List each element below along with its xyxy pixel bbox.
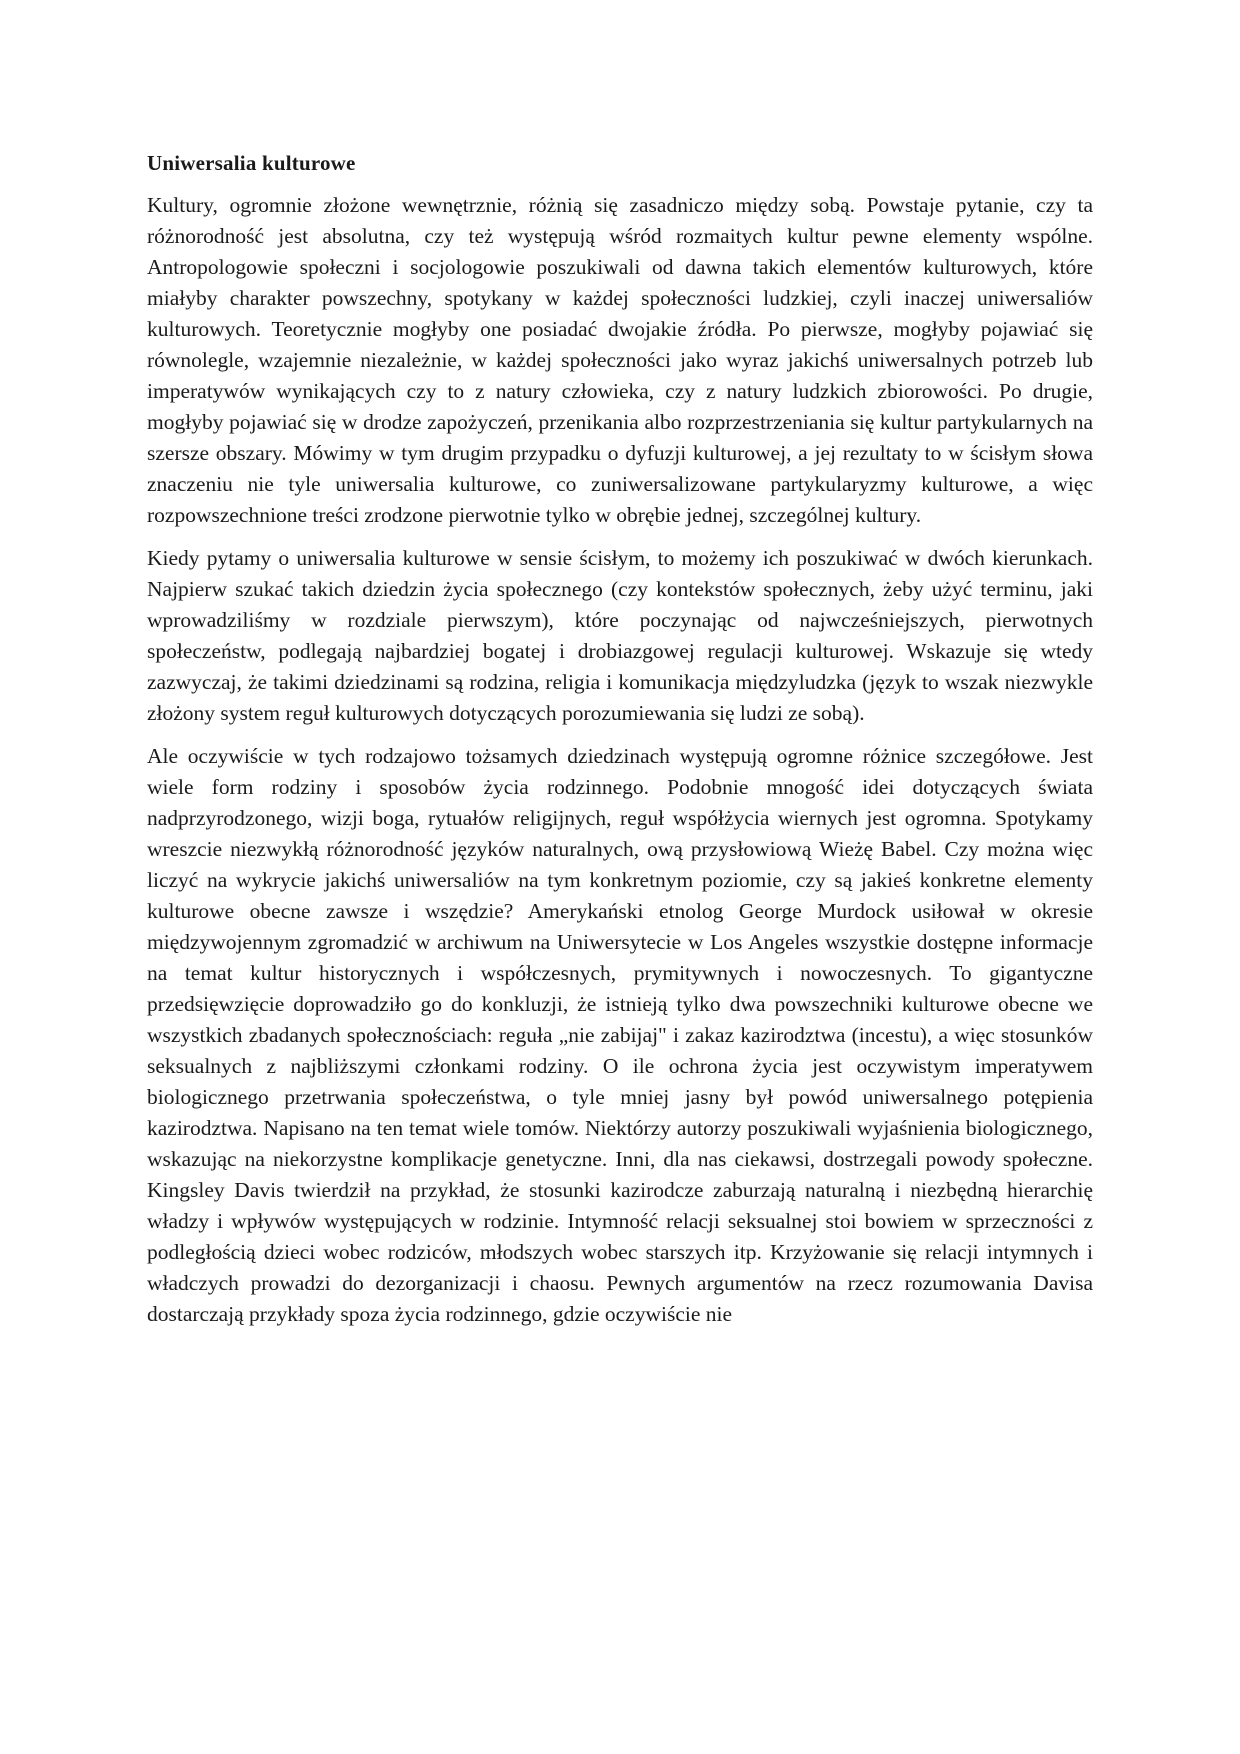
paragraph-1: Kultury, ogromnie złożone wewnętrznie, różnią się zasadniczo między sobą. Powstaje pytanie, czy ta różnorodność jest absolutna, czy też występują wśród rozmaitych kultur pewne elementy wspólne. Antropologowie społeczni i socjologowie poszukiwali od dawna takich elementów kulturowych, które miałyby charakter powszechny, spotykany w każdej społeczności ludzkiej, czyli inaczej uniwersaliów kulturowych. Teoretycznie mogłyby one posiadać dwojakie źródła. Po pierwsze, mogłyby pojawiać się równolegle, wzajemnie niezależnie, w każdej społeczności jako wyraz jakichś uniwersalnych potrzeb lub imperatywów wynikających czy to z natury człowieka, czy z natury ludzkich zbiorowości. Po drugie, mogłyby pojawiać się w drodze zapożyczeń, przenikania albo rozprzestrzeniania się kultur partykularnych na szersze obszary. Mówimy w tym drugim przypadku o dyfuzji kulturowej, a jej rezultaty to w ścisłym słowa znaczeniu nie tyle uniwersalia kulturowe, co zuniwersalizowane partykularyzmy kulturowe, a więc rozpowszechnione treści zrodzone pierwotnie tylko w obrębie jednej, szczególnej kultury. [147, 193, 1093, 527]
paragraph-2: Kiedy pytamy o uniwersalia kulturowe w sensie ścisłym, to możemy ich poszukiwać w dwóch kierunkach. Najpierw szukać takich dziedzin życia społecznego (czy kontekstów społecznych, żeby użyć terminu, jaki wprowadziliśmy w rozdziale pierwszym), które poczynając od najwcześniejszych, pierwotnych społeczeństw, podlegają najbardziej bogatej i drobiazgowej regulacji kulturowej. Wskazuje się wtedy zazwyczaj, że takimi dziedzinami są rodzina, religia i komunikacja międzyludzka (język to wszak niezwykle złożony system reguł kulturowych dotyczących porozumiewania się ludzi ze sobą). [147, 546, 1093, 725]
paragraph-3: Ale oczywiście w tych rodzajowo tożsamych dziedzinach występują ogromne różnice szczegółowe. Jest wiele form rodziny i sposobów życia rodzinnego. Podobnie mnogość idei dotyczących świata nadprzyrodzonego, wizji boga, rytuałów religijnych, reguł współżycia wiernych jest ogromna. Spotykamy wreszcie niezwykłą różnorodność języków naturalnych, ową przysłowiową Wieżę Babel. Czy można więc liczyć na wykrycie jakichś uniwersaliów na tym konkretnym poziomie, czy są jakieś konkretne elementy kulturowe obecne zawsze i wszędzie? Amerykański etnolog George Murdock usiłował w okresie międzywojennym zgromadzić w archiwum na Uniwersytecie w Los Angeles wszystkie dostępne informacje na temat kultur historycznych i współczesnych, prymitywnych i nowoczesnych. To gigantyczne przedsięwzięcie doprowadziło go do konkluzji, że istnieją tylko dwa powszechniki kulturowe obecne we wszystkich zbadanych społecznościach: reguła „nie zabijaj" i zakaz kazirodztwa (incestu), a więc stosunków seksualnych z najbliższymi członkami rodziny. O ile ochrona życia jest oczywistym imperatywem biologicznego przetrwania społeczeństwa, o tyle mniej jasny był powód uniwersalnego potępienia kazirodztwa. Napisano na ten temat wiele tomów. Niektórzy autorzy poszukiwali wyjaśnienia biologicznego, wskazując na niekorzystne komplikacje genetyczne. Inni, dla nas ciekawsi, dostrzegali powody społeczne. Kingsley Davis twierdził na przykład, że stosunki kazirodcze zaburzają naturalną i niezbędną hierarchię władzy i wpływów występujących w rodzinie. Intymność relacji seksualnej stoi bowiem w sprzeczności z podległością dzieci wobec rodziców, młodszych wobec starszych itp. Krzyżowanie się relacji intymnych i władczych prowadzi do dezorganizacji i chaosu. Pewnych argumentów na rzecz rozumowania Davisa dostarczają przykłady spoza życia rodzinnego, gdzie oczywiście nie [147, 744, 1093, 1326]
document-body [147, 148, 1093, 1342]
document-title: Uniwersalia kulturowe [147, 151, 356, 175]
